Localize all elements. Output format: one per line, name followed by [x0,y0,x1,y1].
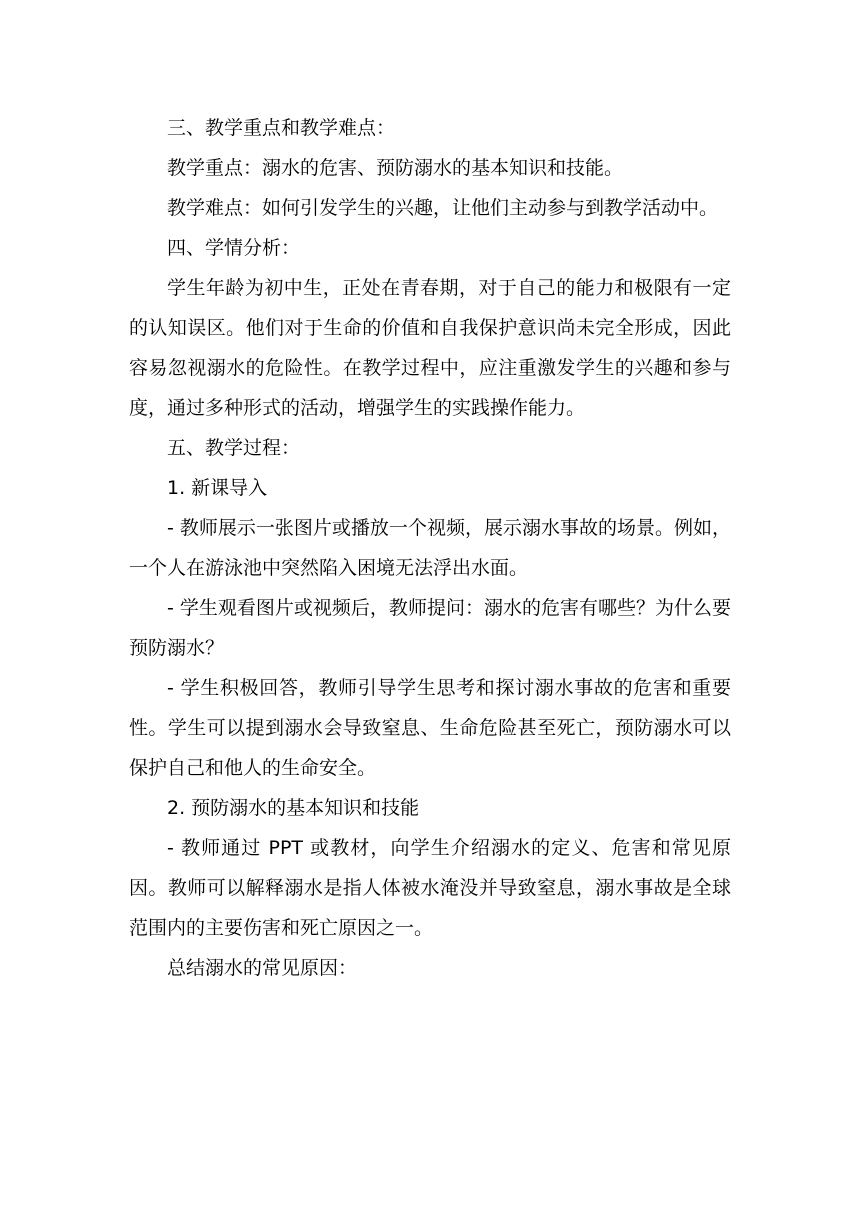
subheading-new-lesson-intro: 1. 新课导入 [167,477,268,499]
subheading-prevention-knowledge: 2. 预防溺水的基本知识和技能 [167,797,420,819]
section-heading-teaching-process: 五、教学过程： [167,437,301,459]
paragraph-difficulty: 教学难点：如何引发学生的兴趣，让他们主动参与到教学活动中。 [167,197,719,219]
paragraph-common-causes: 总结溺水的常见原因： [167,957,358,979]
section-heading-key-points: 三、教学重点和教学难点： [167,117,396,139]
list-item-teacher-shows-picture: - 教师展示一张图片或播放一个视频，展示溺水事故的场景。例如，一个人在游泳池中突然陷入困境无法浮出水面。 [129,517,731,579]
document-body [129,108,731,988]
section-heading-student-analysis: 四、学情分析： [167,237,301,259]
list-item-teacher-asks: - 学生观看图片或视频后，教师提问：溺水的危害有哪些？为什么要预防溺水？ [129,597,731,659]
list-item-students-answer: - 学生积极回答，教师引导学生思考和探讨溺水事故的危害和重要性。学生可以提到溺水会导致窒息、生命危险甚至死亡，预防溺水可以保护自己和他人的生命安全。 [129,677,731,779]
paragraph-key-point: 教学重点：溺水的危害、预防溺水的基本知识和技能。 [167,157,624,179]
paragraph-student-analysis: 学生年龄为初中生，正处在青春期，对于自己的能力和极限有一定的认知误区。他们对于生命的价值和自我保护意识尚未完全形成，因此容易忽视溺水的危险性。在教学过程中，应注重激发学生的兴趣和参与度，通过多种形式的活动，增强学生的实践操作能力。 [129,277,731,419]
list-item-teacher-introduces: - 教师通过 PPT 或教材，向学生介绍溺水的定义、危害和常见原因。教师可以解释溺水是指人体被水淹没并导致窒息，溺水事故是全球范围内的主要伤害和死亡原因之一。 [129,837,731,939]
